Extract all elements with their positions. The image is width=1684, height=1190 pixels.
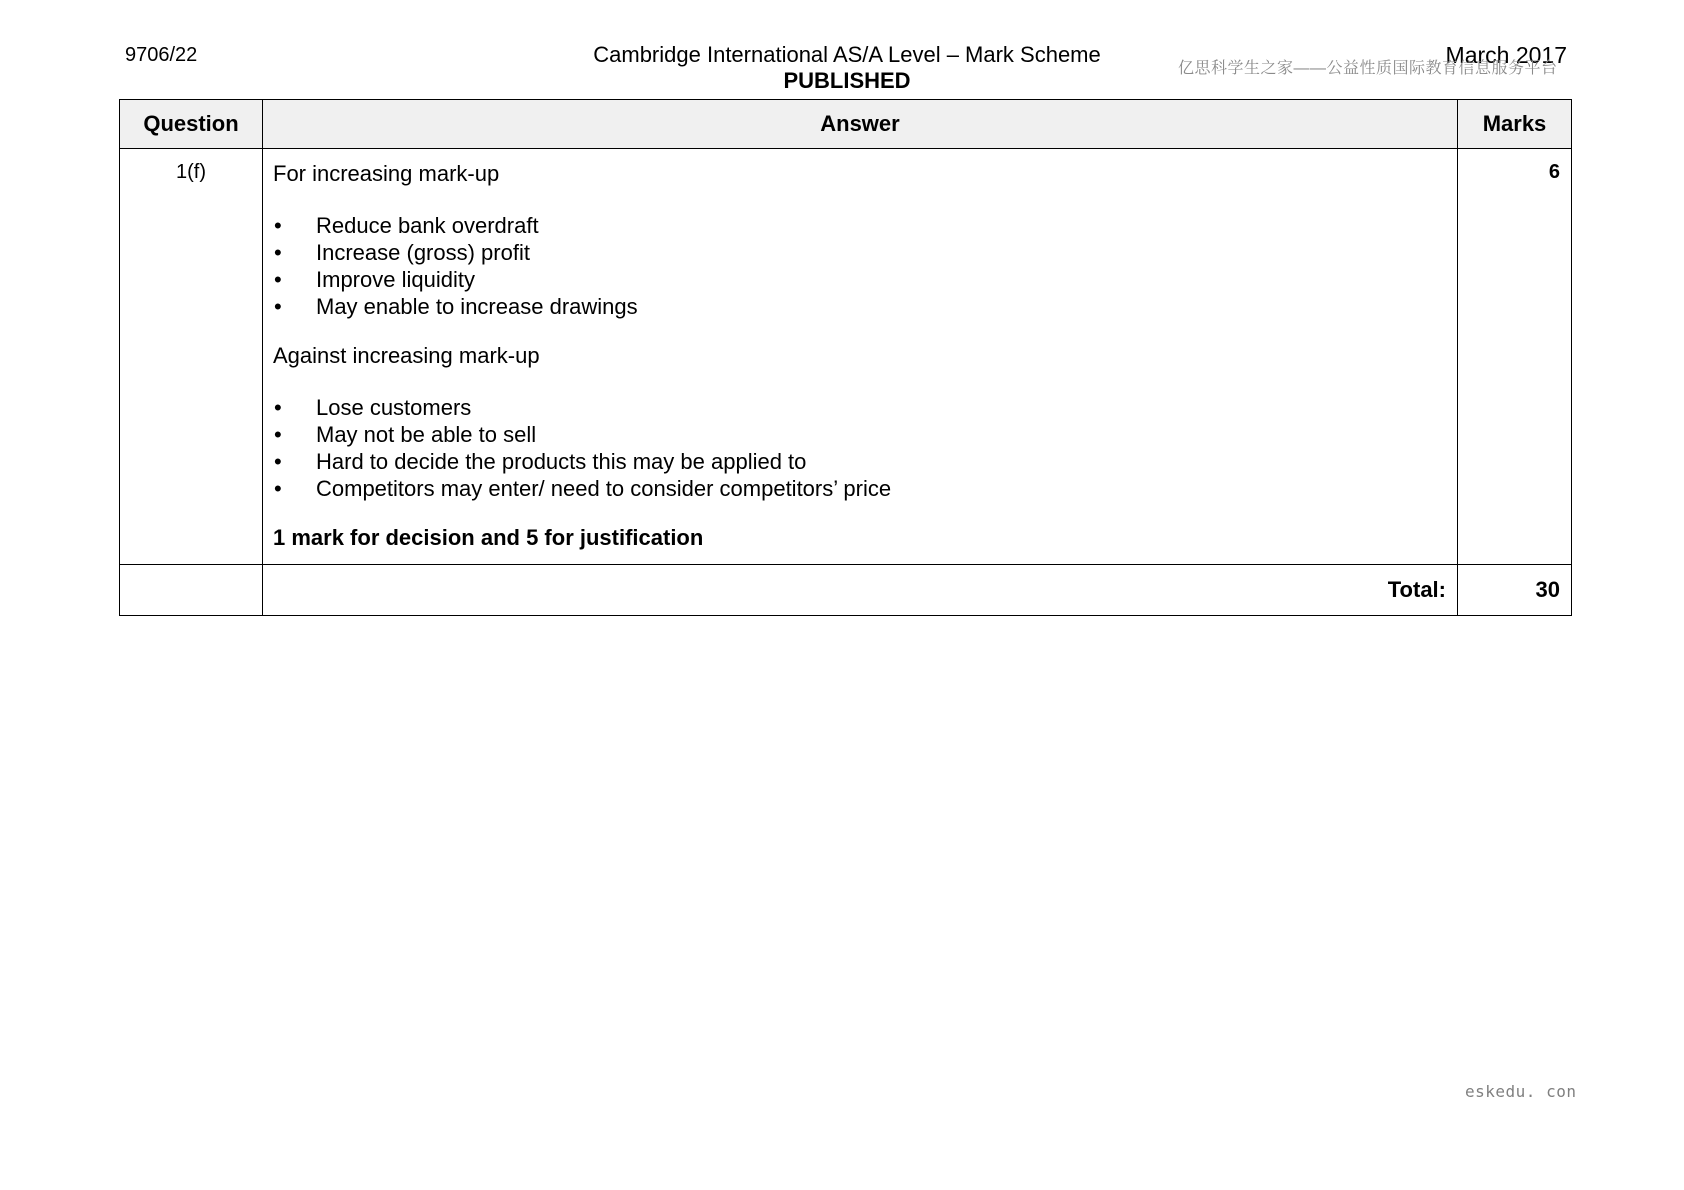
list-item: • Reduce bank overdraft — [273, 212, 1447, 239]
title-text: Cambridge International AS/A Level – Mark Scheme — [593, 42, 1101, 67]
for-heading: For increasing mark-up — [273, 161, 500, 186]
marks-value: 6 — [1458, 149, 1572, 565]
watermark-text: 亿思科学生之家——公益性质国际教育信息服务平台 — [1178, 60, 1558, 77]
list-item: • Hard to decide the products this may be applied to — [273, 448, 1447, 475]
answer-cell — [263, 149, 1458, 565]
total-label: Total: — [263, 565, 1458, 616]
answer-header: Answer — [263, 100, 1458, 149]
list-item: • Improve liquidity — [273, 266, 1447, 293]
list-item: • May not be able to sell — [273, 421, 1447, 448]
list-item: • Lose customers — [273, 394, 1447, 421]
table-row — [120, 149, 1572, 565]
list-item: • Increase (gross) profit — [273, 239, 1447, 266]
mark-scheme-table — [119, 99, 1572, 616]
question-number: 1(f) — [120, 149, 263, 565]
paper-code: 9706/22 — [125, 44, 198, 66]
question-header: Question — [120, 100, 263, 149]
exam-date: March 2017 — [1445, 42, 1567, 68]
total-value: 30 — [1458, 565, 1572, 616]
for-points-list — [273, 212, 1447, 320]
list-item: • May enable to increase drawings — [273, 293, 1447, 320]
marks-header: Marks — [1458, 100, 1572, 149]
published-label: PUBLISHED — [783, 68, 911, 93]
footer-watermark: eskedu. con — [1465, 1082, 1577, 1101]
table-header-row — [120, 100, 1572, 149]
total-row — [120, 565, 1572, 616]
empty-cell — [120, 565, 263, 616]
marking-note: 1 mark for decision and 5 for justification — [273, 525, 704, 550]
against-points-list — [273, 394, 1447, 502]
against-heading: Against increasing mark-up — [273, 343, 540, 368]
list-item: • Competitors may enter/ need to consider competitors’ price — [273, 475, 1447, 502]
